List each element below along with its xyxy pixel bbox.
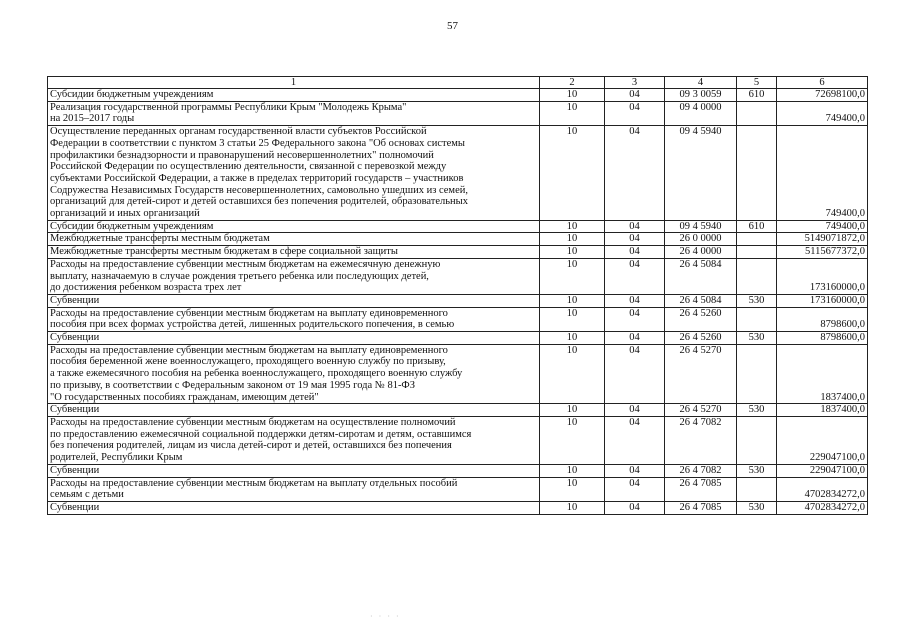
cell-section: 10 — [540, 404, 605, 417]
cell-amount: 72698100,0 — [777, 89, 868, 102]
cell-amount: 4702834272,0 — [777, 501, 868, 514]
cell-amount: 229047100,0 — [777, 416, 868, 464]
cell-target-article: 26 4 7082 — [665, 464, 737, 477]
cell-expense-type — [737, 233, 777, 246]
cell-target-article: 26 4 5084 — [665, 258, 737, 294]
cell-section: 10 — [540, 233, 605, 246]
budget-table — [47, 76, 868, 515]
cell-target-article: 26 4 7085 — [665, 477, 737, 501]
cell-amount: 749400,0 — [777, 220, 868, 233]
cell-section: 10 — [540, 220, 605, 233]
cell-amount: 4702834272,0 — [777, 477, 868, 501]
cell-section: 10 — [540, 477, 605, 501]
column-header-5: 5 — [737, 77, 777, 89]
cell-expense-type — [737, 101, 777, 125]
cell-description: Субсидии бюджетным учреждениям — [48, 89, 540, 102]
cell-subsection: 04 — [605, 220, 665, 233]
cell-expense-type: 530 — [737, 294, 777, 307]
cell-section: 10 — [540, 464, 605, 477]
cell-amount: 5149071872,0 — [777, 233, 868, 246]
cell-subsection: 04 — [605, 332, 665, 345]
cell-amount: 749400,0 — [777, 126, 868, 221]
cell-section: 10 — [540, 501, 605, 514]
cell-subsection: 04 — [605, 416, 665, 464]
cell-section: 10 — [540, 101, 605, 125]
cell-description: Расходы на предоставление субвенции местным бюджетам на выплату отдельных пособий семьям с детьми — [48, 477, 540, 501]
cell-description: Субвенции — [48, 404, 540, 417]
cell-target-article: 26 4 7082 — [665, 416, 737, 464]
cell-section: 10 — [540, 258, 605, 294]
table-row — [48, 126, 868, 221]
column-header-6: 6 — [777, 77, 868, 89]
cell-description: Осуществление переданных органам государственной власти субъектов Российской Федерации в соответствии с пунктом 3 статьи 25 Федерального закона "Об основах системы профилактики безнадзорности и правонарушений несовершеннолетних" полномочий Российской Федерации по осуществлению деятельности, связанной с перевозкой между субъектами Российской Федерации, а также в пределах территорий государств – участников Содружества Независимых Государств несовершеннолетних, самовольно ушедших из семей, организаций для детей-сирот и детей оставшихся без попечения родителей, образовательных организаций и иных организаций — [48, 126, 540, 221]
cell-target-article: 09 3 0059 — [665, 89, 737, 102]
column-header-2: 2 — [540, 77, 605, 89]
cell-section: 10 — [540, 126, 605, 221]
cell-expense-type — [737, 258, 777, 294]
cell-target-article: 26 4 5084 — [665, 294, 737, 307]
cell-expense-type: 530 — [737, 404, 777, 417]
cell-expense-type: 610 — [737, 89, 777, 102]
cell-description: Субвенции — [48, 294, 540, 307]
table-row — [48, 294, 868, 307]
cell-amount: 173160000,0 — [777, 258, 868, 294]
cell-subsection: 04 — [605, 294, 665, 307]
cell-subsection: 04 — [605, 126, 665, 221]
cell-target-article: 26 4 0000 — [665, 246, 737, 259]
cell-section: 10 — [540, 332, 605, 345]
table-row — [48, 101, 868, 125]
cell-amount: 1837400,0 — [777, 344, 868, 404]
cell-subsection: 04 — [605, 101, 665, 125]
cell-description: Расходы на предоставление субвенции местным бюджетам на осуществление полномочий по предоставлению ежемесячной социальной поддержки детям-сиротам и детям, оставшимся без попечения родителей, лицам из числа детей-сирот и детей, оставшихся без попечения родителей, Республики Крым — [48, 416, 540, 464]
cell-expense-type: 530 — [737, 501, 777, 514]
cell-amount: 173160000,0 — [777, 294, 868, 307]
column-header-1: 1 — [48, 77, 540, 89]
cell-subsection: 04 — [605, 344, 665, 404]
cell-description: Расходы на предоставление субвенции местным бюджетам на ежемесячную денежную выплату, назначаемую в случае рождения третьего ребенка или последующих детей, до достижения ребенком возраста трех лет — [48, 258, 540, 294]
table-row — [48, 246, 868, 259]
cell-subsection: 04 — [605, 233, 665, 246]
cell-section: 10 — [540, 294, 605, 307]
cell-description: Межбюджетные трансферты местным бюджетам — [48, 233, 540, 246]
cell-expense-type — [737, 416, 777, 464]
cell-expense-type — [737, 344, 777, 404]
table-header-row — [48, 77, 868, 89]
cell-section: 10 — [540, 246, 605, 259]
cell-subsection: 04 — [605, 246, 665, 259]
table-row — [48, 233, 868, 246]
cell-subsection: 04 — [605, 404, 665, 417]
cell-description: Субвенции — [48, 332, 540, 345]
cell-target-article: 26 4 7085 — [665, 501, 737, 514]
cell-subsection: 04 — [605, 501, 665, 514]
column-header-4: 4 — [665, 77, 737, 89]
cell-target-article: 26 4 5270 — [665, 344, 737, 404]
cell-description: Субвенции — [48, 464, 540, 477]
cell-amount: 229047100,0 — [777, 464, 868, 477]
cell-amount: 8798600,0 — [777, 307, 868, 331]
cell-subsection: 04 — [605, 464, 665, 477]
cell-description: Расходы на предоставление субвенции местным бюджетам на выплату единовременного пособия беременной жене военнослужащего, проходящего военную службу по призыву, а также ежемесячного пособия на ребенка военнослужащего, проходящего военную службу по призыву, в соответствии с Федеральным законом от 19 мая 1995 года № 81-ФЗ "О государственных пособиях гражданам, имеющим детей" — [48, 344, 540, 404]
cell-amount: 1837400,0 — [777, 404, 868, 417]
cell-target-article: 26 4 5270 — [665, 404, 737, 417]
cell-description: Межбюджетные трансферты местным бюджетам в сфере социальной защиты — [48, 246, 540, 259]
table-row — [48, 307, 868, 331]
table-row — [48, 404, 868, 417]
page-number: 57 — [447, 20, 458, 32]
cell-subsection: 04 — [605, 477, 665, 501]
cell-section: 10 — [540, 307, 605, 331]
table-row — [48, 220, 868, 233]
cell-expense-type — [737, 477, 777, 501]
cell-section: 10 — [540, 416, 605, 464]
table-body — [48, 89, 868, 515]
table-row — [48, 477, 868, 501]
cell-target-article: 09 4 5940 — [665, 126, 737, 221]
cell-subsection: 04 — [605, 258, 665, 294]
cell-description: Субсидии бюджетным учреждениям — [48, 220, 540, 233]
cell-target-article: 26 4 5260 — [665, 307, 737, 331]
cell-target-article: 26 0 0000 — [665, 233, 737, 246]
cell-amount: 8798600,0 — [777, 332, 868, 345]
table-row — [48, 332, 868, 345]
cell-expense-type: 610 — [737, 220, 777, 233]
table-row — [48, 344, 868, 404]
cell-expense-type: 530 — [737, 464, 777, 477]
table-row — [48, 258, 868, 294]
cell-section: 10 — [540, 344, 605, 404]
cell-amount: 749400,0 — [777, 101, 868, 125]
cell-description: Реализация государственной программы Республики Крым "Молодежь Крыма" на 2015–2017 годы — [48, 101, 540, 125]
cell-target-article: 26 4 5260 — [665, 332, 737, 345]
cell-subsection: 04 — [605, 89, 665, 102]
cell-description: Расходы на предоставление субвенции местным бюджетам на выплату единовременного пособия при всех формах устройства детей, лишенных родительского попечения, в семью — [48, 307, 540, 331]
cell-target-article: 09 4 0000 — [665, 101, 737, 125]
cell-target-article: 09 4 5940 — [665, 220, 737, 233]
cell-expense-type: 530 — [737, 332, 777, 345]
cell-description: Субвенции — [48, 501, 540, 514]
column-header-3: 3 — [605, 77, 665, 89]
scan-artifact: · · · · — [370, 612, 401, 621]
cell-subsection: 04 — [605, 307, 665, 331]
table-row — [48, 501, 868, 514]
table-row — [48, 89, 868, 102]
cell-amount: 5115677372,0 — [777, 246, 868, 259]
cell-expense-type — [737, 307, 777, 331]
cell-expense-type — [737, 246, 777, 259]
table-row — [48, 464, 868, 477]
cell-section: 10 — [540, 89, 605, 102]
table-row — [48, 416, 868, 464]
cell-expense-type — [737, 126, 777, 221]
